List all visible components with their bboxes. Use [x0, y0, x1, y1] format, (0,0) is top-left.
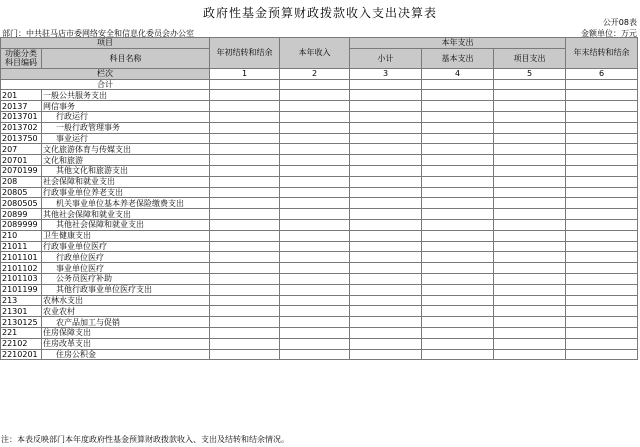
row-code: 2013702 [1, 122, 42, 133]
table-cell [350, 338, 422, 349]
total-label: 合计 [1, 79, 210, 90]
table-cell [210, 241, 280, 252]
table-cell [350, 295, 422, 306]
table-cell [494, 101, 566, 112]
row-name: 农林水支出 [42, 295, 210, 306]
table-cell [566, 241, 638, 252]
table-row [1, 187, 638, 198]
footnote: 注：本表反映部门本年度政府性基金预算财政拨款收入、支出及结转和结余情况。 [1, 435, 289, 444]
table-cell [422, 252, 494, 263]
table-cell [210, 144, 280, 155]
table-cell [494, 338, 566, 349]
table-cell [210, 338, 280, 349]
table-cell [566, 187, 638, 198]
table-cell [494, 241, 566, 252]
table-cell [280, 209, 350, 220]
table-cell [422, 165, 494, 176]
row-code: 2080505 [1, 198, 42, 209]
row-code: 2101102 [1, 263, 42, 274]
table-cell [494, 295, 566, 306]
table-row [1, 284, 638, 295]
table-cell [422, 327, 494, 338]
table-cell [566, 79, 638, 90]
header-item: 项目 [1, 38, 210, 49]
table-cell [280, 111, 350, 122]
table-cell [566, 198, 638, 209]
row-code: 21011 [1, 241, 42, 252]
table-cell [350, 284, 422, 295]
table-cell [210, 187, 280, 198]
table-cell [494, 209, 566, 220]
table-cell [422, 317, 494, 328]
table-cell [494, 284, 566, 295]
table-cell [422, 338, 494, 349]
table-cell [494, 122, 566, 133]
row-name: 一般公共服务支出 [42, 90, 210, 101]
row-code: 208 [1, 176, 42, 187]
table-cell [422, 306, 494, 317]
row-code: 2210201 [1, 349, 42, 360]
table-cell [210, 176, 280, 187]
table-cell [280, 176, 350, 187]
table-row [1, 349, 638, 360]
row-code: 207 [1, 144, 42, 155]
table-cell [566, 306, 638, 317]
row-code: 2101199 [1, 284, 42, 295]
table-cell [280, 133, 350, 144]
table-cell [422, 101, 494, 112]
table-cell [494, 327, 566, 338]
col-number: 2 [280, 68, 350, 79]
table-row [1, 101, 638, 112]
row-code: 221 [1, 327, 42, 338]
row-name: 公务员医疗补助 [42, 273, 210, 284]
table-row [1, 317, 638, 328]
table-cell [280, 230, 350, 241]
table-cell [566, 252, 638, 263]
row-name: 事业单位医疗 [42, 263, 210, 274]
table-cell [422, 273, 494, 284]
table-cell [350, 122, 422, 133]
table-row [1, 263, 638, 274]
row-name: 行政事业单位医疗 [42, 241, 210, 252]
table-cell [566, 317, 638, 328]
table-cell [566, 144, 638, 155]
table-cell [280, 338, 350, 349]
table-cell [350, 133, 422, 144]
table-cell [494, 165, 566, 176]
table-cell [210, 155, 280, 166]
table-cell [280, 90, 350, 101]
table-row [1, 230, 638, 241]
table-cell [422, 155, 494, 166]
table-cell [422, 144, 494, 155]
table-cell [422, 122, 494, 133]
table-row [1, 295, 638, 306]
table-cell [210, 209, 280, 220]
header-begin-balance: 年初结转和结余 [210, 38, 280, 69]
table-cell [280, 241, 350, 252]
col-number: 6 [566, 68, 638, 79]
table-cell [350, 317, 422, 328]
table-row [1, 219, 638, 230]
table-cell [566, 273, 638, 284]
report-title: 政府性基金预算财政拨款收入支出决算表 [202, 6, 437, 20]
table-cell [350, 230, 422, 241]
table-cell [280, 155, 350, 166]
table-cell [210, 122, 280, 133]
table-cell [350, 209, 422, 220]
table-cell [350, 349, 422, 360]
table-row [1, 111, 638, 122]
table-cell [280, 144, 350, 155]
table-cell [494, 90, 566, 101]
table-cell [210, 295, 280, 306]
row-name: 一般行政管理事务 [42, 122, 210, 133]
table-body [1, 90, 638, 360]
table-cell [210, 165, 280, 176]
row-name: 网信事务 [42, 101, 210, 112]
row-name: 社会保障和就业支出 [42, 176, 210, 187]
unit-label: 金额单位：万元 [581, 29, 637, 38]
table-cell [280, 122, 350, 133]
table-cell [566, 122, 638, 133]
row-code: 2013750 [1, 133, 42, 144]
table-cell [210, 306, 280, 317]
row-code: 20899 [1, 209, 42, 220]
row-code: 2101101 [1, 252, 42, 263]
table-cell [422, 176, 494, 187]
row-code: 20137 [1, 101, 42, 112]
row-name: 住房改革支出 [42, 338, 210, 349]
table-cell [210, 133, 280, 144]
table-cell [280, 165, 350, 176]
row-name: 农业农村 [42, 306, 210, 317]
table-cell [494, 111, 566, 122]
table-cell [350, 165, 422, 176]
table-cell [566, 230, 638, 241]
row-name: 文化旅游体育与传媒支出 [42, 144, 210, 155]
table-cell [566, 338, 638, 349]
table-cell [280, 187, 350, 198]
row-code: 22102 [1, 338, 42, 349]
table-row [1, 327, 638, 338]
table-cell [422, 90, 494, 101]
table-cell [210, 252, 280, 263]
row-code: 2101103 [1, 273, 42, 284]
table-cell [494, 187, 566, 198]
table-cell [350, 90, 422, 101]
table-cell [210, 317, 280, 328]
row-name: 其他行政事业单位医疗支出 [42, 284, 210, 295]
table-cell [422, 230, 494, 241]
table-cell [566, 90, 638, 101]
table-cell [566, 155, 638, 166]
fund-table [0, 37, 638, 360]
table-row [1, 122, 638, 133]
table-cell [494, 219, 566, 230]
table-cell [566, 349, 638, 360]
department-label: 部门：中共驻马店市委网络安全和信息化委员会办公室 [2, 29, 194, 38]
header-expense-group: 本年支出 [350, 38, 566, 49]
table-cell [280, 263, 350, 274]
header-end-balance: 年末结转和结余 [566, 38, 638, 69]
row-name: 其他文化和旅游支出 [42, 165, 210, 176]
table-cell [494, 176, 566, 187]
row-name: 其他社会保障和就业支出 [42, 219, 210, 230]
table-cell [350, 263, 422, 274]
row-code: 2070199 [1, 165, 42, 176]
table-cell [280, 273, 350, 284]
table-cell [280, 284, 350, 295]
row-code: 20805 [1, 187, 42, 198]
table-cell [210, 219, 280, 230]
row-code: 210 [1, 230, 42, 241]
table-cell [566, 209, 638, 220]
table-cell [350, 155, 422, 166]
table-cell [566, 284, 638, 295]
row-code: 2089999 [1, 219, 42, 230]
table-cell [350, 252, 422, 263]
row-name: 住房保障支出 [42, 327, 210, 338]
table-cell [494, 349, 566, 360]
table-cell [350, 101, 422, 112]
table-cell [210, 101, 280, 112]
row-name: 行政单位医疗 [42, 252, 210, 263]
table-cell [350, 306, 422, 317]
table-cell [210, 263, 280, 274]
table-cell [210, 111, 280, 122]
table-cell [422, 219, 494, 230]
table-cell [280, 317, 350, 328]
table-cell [566, 111, 638, 122]
table-row [1, 90, 638, 101]
table-cell [422, 263, 494, 274]
header-subtotal: 小计 [350, 48, 422, 68]
table-cell [210, 90, 280, 101]
header-basic: 基本支出 [422, 48, 494, 68]
table-cell [350, 327, 422, 338]
table-cell [350, 273, 422, 284]
table-cell [422, 349, 494, 360]
row-name: 机关事业单位基本养老保险缴费支出 [42, 198, 210, 209]
table-cell [422, 79, 494, 90]
table-cell [422, 209, 494, 220]
table-cell [280, 327, 350, 338]
table-cell [280, 349, 350, 360]
table-row [1, 338, 638, 349]
table-cell [350, 176, 422, 187]
table-cell [494, 273, 566, 284]
table-cell [422, 198, 494, 209]
table-cell [494, 79, 566, 90]
table-cell [494, 306, 566, 317]
table-cell [210, 327, 280, 338]
table-cell [210, 230, 280, 241]
table-cell [494, 252, 566, 263]
header-project: 项目支出 [494, 48, 566, 68]
table-cell [280, 306, 350, 317]
table-row [1, 241, 638, 252]
row-name: 行政事业单位养老支出 [42, 187, 210, 198]
header-func-code: 功能分类科目编码 [1, 48, 42, 68]
header-income: 本年收入 [280, 38, 350, 69]
row-code: 2013701 [1, 111, 42, 122]
table-cell [280, 198, 350, 209]
table-cell [422, 284, 494, 295]
table-row [1, 155, 638, 166]
table-cell [566, 176, 638, 187]
row-code: 21301 [1, 306, 42, 317]
table-row [1, 209, 638, 220]
table-cell [566, 327, 638, 338]
table-cell [494, 263, 566, 274]
table-cell [350, 219, 422, 230]
table-cell [566, 101, 638, 112]
table-cell [422, 295, 494, 306]
row-name: 住房公积金 [42, 349, 210, 360]
table-cell [280, 101, 350, 112]
col-number: 1 [210, 68, 280, 79]
row-code: 201 [1, 90, 42, 101]
table-cell [350, 187, 422, 198]
col-number: 4 [422, 68, 494, 79]
row-name: 农产品加工与促销 [42, 317, 210, 328]
table-cell [280, 252, 350, 263]
header-subject: 科目名称 [42, 48, 210, 68]
table-row [1, 165, 638, 176]
table-cell [210, 349, 280, 360]
table-row [1, 252, 638, 263]
table-row [1, 306, 638, 317]
table-cell [566, 263, 638, 274]
row-name: 文化和旅游 [42, 155, 210, 166]
table-cell [566, 133, 638, 144]
table-cell [566, 165, 638, 176]
table-cell [494, 230, 566, 241]
row-name: 其他社会保障和就业支出 [42, 209, 210, 220]
table-row [1, 273, 638, 284]
table-cell [350, 198, 422, 209]
table-cell [494, 133, 566, 144]
row-code: 2130125 [1, 317, 42, 328]
table-cell [210, 198, 280, 209]
table-cell [210, 79, 280, 90]
table-cell [494, 198, 566, 209]
table-cell [210, 273, 280, 284]
table-cell [350, 111, 422, 122]
table-cell [494, 155, 566, 166]
table-cell [422, 133, 494, 144]
table-cell [422, 111, 494, 122]
table-row [1, 133, 638, 144]
table-cell [566, 295, 638, 306]
row-name: 卫生健康支出 [42, 230, 210, 241]
table-cell [280, 295, 350, 306]
table-cell [422, 241, 494, 252]
table-row [1, 198, 638, 209]
table-cell [566, 219, 638, 230]
table-cell [280, 79, 350, 90]
col-index-label: 栏次 [1, 68, 210, 79]
table-cell [350, 241, 422, 252]
form-code: 公开08表 [602, 18, 637, 27]
table-cell [350, 79, 422, 90]
table-row [1, 176, 638, 187]
row-name: 事业运行 [42, 133, 210, 144]
table-cell [422, 187, 494, 198]
table-cell [350, 144, 422, 155]
col-number: 3 [350, 68, 422, 79]
col-number: 5 [494, 68, 566, 79]
table-cell [210, 284, 280, 295]
table-row [1, 144, 638, 155]
table-cell [280, 219, 350, 230]
row-code: 213 [1, 295, 42, 306]
row-name: 行政运行 [42, 111, 210, 122]
row-code: 20701 [1, 155, 42, 166]
table-cell [494, 144, 566, 155]
table-cell [494, 317, 566, 328]
